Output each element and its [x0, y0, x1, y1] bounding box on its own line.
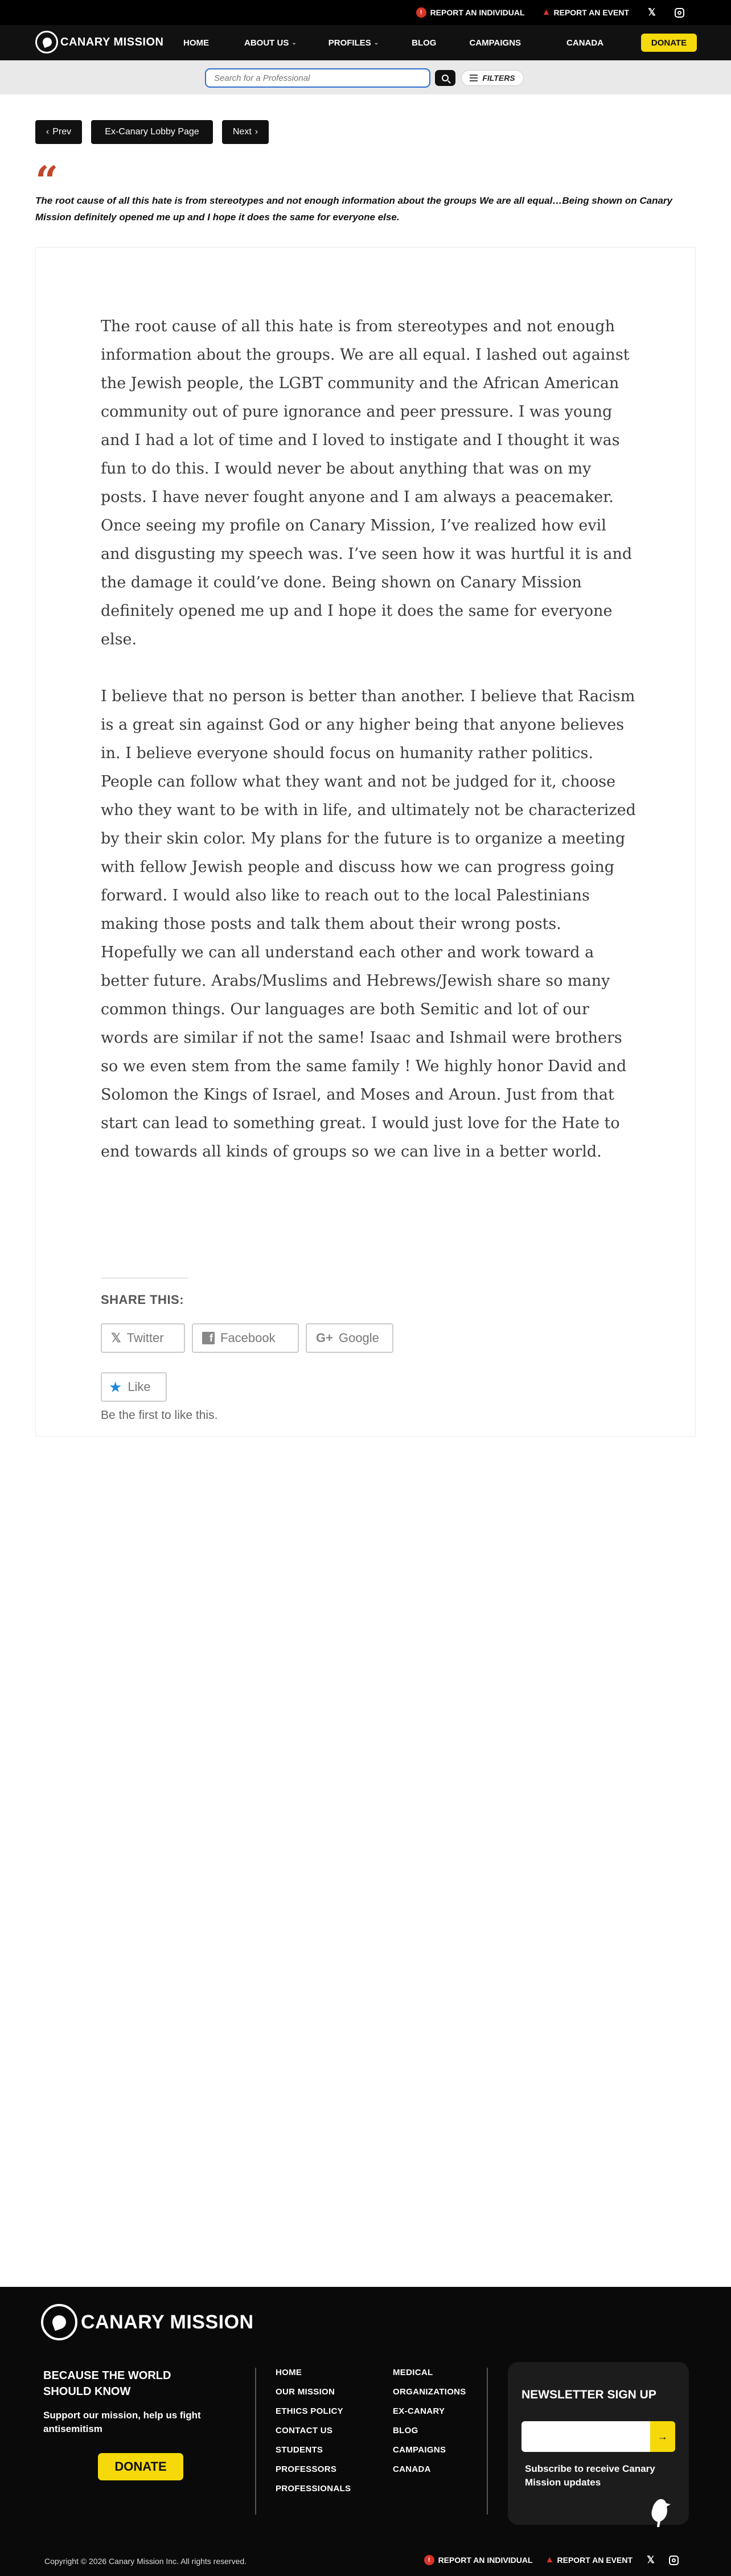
- share-buttons: [101, 1323, 393, 1353]
- footer-links-column: [276, 2368, 351, 2493]
- newsletter-title: NEWSLETTER SIGN UP: [521, 2388, 656, 2401]
- article-card: [35, 247, 696, 1437]
- footer-report-individual-link[interactable]: [424, 2555, 533, 2565]
- next-button[interactable]: [222, 120, 269, 144]
- like-button[interactable]: [101, 1372, 167, 1402]
- share-twitter-button[interactable]: [101, 1323, 185, 1353]
- canary-bird-icon: [648, 2497, 674, 2528]
- search-button[interactable]: [435, 70, 455, 86]
- footer-link-ex-canary[interactable]: EX-CANARY: [393, 2406, 445, 2416]
- flame-icon: ▲: [541, 7, 551, 17]
- arrow-right-icon: →: [658, 2430, 668, 2442]
- footer-link-medical[interactable]: MEDICAL: [393, 2368, 433, 2377]
- filters-button[interactable]: [461, 70, 524, 86]
- site-logo[interactable]: [35, 31, 163, 54]
- article-paragraph: I believe that no person is better than another. I believe that Racism is a great sin against God or any higher being that anyone believes in. I believe everyone should focus on humanity rather politics. People can follow what they want and not be judged for it, choose who they want to be with in life, and ultimately not be characterized by their skin color. My plans for the future is to organize a meeting with fellow Jewish people and discuss how we can progress going forward. I would also like to reach out to the local Palestinians making those posts and talk them about their wrong posts. Hopefully we can all understand each other and work toward a better future. Arabs/Muslims and Hebrews/Jewish share so many common things. Our languages are both Semitic and lot of our words are similar if not the same! Isaac and Ishmail were brothers so we even stem from the same family ! We highly honor David and Solomon the Kings of Israel, and Moses and Aroun. Just from that start can lead to something great. I would just love for the Hate to end towards all kinds of groups so we can live in a better world.: [101, 688, 636, 1161]
- chevron-down-icon: ⌄: [291, 39, 297, 46]
- report-event-link[interactable]: [542, 7, 630, 18]
- search-bar: [0, 60, 731, 94]
- prev-label: Prev: [52, 127, 72, 137]
- footer-link-professionals[interactable]: PROFESSIONALS: [276, 2484, 351, 2493]
- footer: [0, 2287, 731, 2576]
- share-facebook-button[interactable]: [192, 1323, 299, 1353]
- pager: [35, 120, 269, 144]
- next-label: Next: [232, 127, 252, 137]
- instagram-icon[interactable]: [675, 8, 684, 18]
- article-paragraph: The root cause of all this hate is from stereotypes and not enough information about the groups. We are all equal. I lashed out against the Jewish people, the LGBT community and the African American community out of pure ignorance and peer pressure. I was young and I had a lot of time and I loved to instigate and I thought it was fun to do this. I would never be about anything that was on my posts. I have never fought anyone and I am always a peacemaker. Once seeing my profile on Canary Mission, I’ve realized how evil and disgusting my speech was. I’ve seen how it was hurtful it is and the damage it could’ve done. Being shown on Canary Mission definitely opened me up and I hope it does the same for everyone else.: [101, 318, 633, 648]
- chevron-down-icon: ⌄: [373, 39, 379, 46]
- instagram-icon[interactable]: [669, 2556, 679, 2565]
- quote-icon: “: [35, 157, 59, 204]
- report-event-label: REPORT AN EVENT: [553, 8, 629, 17]
- nav-canada[interactable]: CANADA: [566, 38, 604, 48]
- footer-link-canada[interactable]: CANADA: [393, 2464, 431, 2474]
- nav-home[interactable]: HOME: [183, 38, 209, 48]
- footer-divider: [255, 2368, 256, 2515]
- chevron-left-icon: ‹: [46, 127, 50, 137]
- share-google-label: Google: [338, 1331, 379, 1345]
- nav-profiles-label: PROFILES: [328, 38, 371, 48]
- footer-report-individual-label: REPORT AN INDIVIDUAL: [438, 2556, 533, 2565]
- footer-link-campaigns[interactable]: CAMPAIGNS: [393, 2445, 446, 2455]
- footer-support-text: Support our mission, help us fight antisemitism: [43, 2410, 201, 2434]
- nav-campaigns[interactable]: CAMPAIGNS: [469, 38, 521, 48]
- footer-link-professors[interactable]: PROFESSORS: [276, 2464, 337, 2474]
- share-google-button[interactable]: [306, 1323, 393, 1353]
- report-individual-link[interactable]: [416, 7, 525, 18]
- footer-utility-links: [424, 2554, 679, 2566]
- flame-icon: ▲: [545, 2555, 555, 2565]
- logo-text: CANARY MISSION: [60, 35, 164, 48]
- nav-menu: [183, 25, 603, 60]
- canary-logo-icon: [35, 31, 58, 54]
- footer-bottom-bar: [0, 2546, 731, 2576]
- footer-link-home[interactable]: HOME: [276, 2368, 302, 2377]
- footer-link-blog[interactable]: BLOG: [393, 2426, 418, 2435]
- facebook-icon: f: [202, 1332, 215, 1344]
- like-note: Be the first to like this.: [101, 1409, 218, 1422]
- footer-logo[interactable]: [41, 2304, 254, 2340]
- nav-about-label: ABOUT US: [244, 38, 289, 48]
- footer-link-organizations[interactable]: ORGANIZATIONS: [393, 2387, 466, 2397]
- footer-logo-text: CANARY MISSION: [81, 2311, 254, 2333]
- share-facebook-label: Facebook: [220, 1331, 276, 1345]
- search-icon: [442, 75, 449, 81]
- copyright: Copyright © 2026 Canary Mission Inc. All rights reserved.: [44, 2557, 247, 2566]
- donate-button[interactable]: DONATE: [641, 34, 697, 52]
- main-nav: [0, 25, 731, 60]
- x-icon[interactable]: 𝕏: [647, 2554, 655, 2565]
- article-body: [101, 312, 636, 1195]
- quote-summary: The root cause of all this hate is from stereotypes and not enough information about the groups We are all equal…Being shown on Canary Mission definitely opened me up and I hope it does the same for everyone else.: [35, 195, 672, 223]
- google-plus-icon: G+: [316, 1331, 333, 1345]
- lobby-button[interactable]: Ex-Canary Lobby Page: [91, 120, 213, 144]
- newsletter-submit-button[interactable]: [650, 2421, 675, 2452]
- nav-about-us[interactable]: [244, 38, 297, 48]
- footer-link-ethics-policy[interactable]: ETHICS POLICY: [276, 2406, 343, 2416]
- footer-report-event-link[interactable]: [545, 2555, 633, 2565]
- footer-donate-button[interactable]: DONATE: [98, 2453, 183, 2480]
- utility-bar: [0, 0, 731, 25]
- share-title: SHARE THIS:: [101, 1293, 184, 1307]
- search-input[interactable]: [205, 68, 430, 88]
- footer-link-our-mission[interactable]: OUR MISSION: [276, 2387, 335, 2397]
- footer-link-contact-us[interactable]: CONTACT US: [276, 2426, 333, 2435]
- footer-link-students[interactable]: STUDENTS: [276, 2445, 323, 2455]
- footer-divider: [487, 2368, 488, 2515]
- x-icon: 𝕏: [111, 1331, 121, 1345]
- footer-report-event-label: REPORT AN EVENT: [557, 2556, 633, 2565]
- star-icon: ★: [109, 1378, 122, 1396]
- filters-label: FILTERS: [482, 73, 515, 83]
- footer-tagline: BECAUSE THE WORLD SHOULD KNOW: [43, 2369, 171, 2398]
- newsletter-email-input[interactable]: [521, 2421, 650, 2452]
- x-icon[interactable]: 𝕏: [648, 7, 656, 18]
- alert-icon: !: [424, 2555, 434, 2565]
- footer-links-column: [393, 2368, 466, 2474]
- share-twitter-label: Twitter: [126, 1331, 164, 1345]
- alert-icon: !: [416, 7, 426, 18]
- filter-icon: [470, 75, 478, 81]
- report-individual-label: REPORT AN INDIVIDUAL: [430, 8, 525, 17]
- nav-profiles[interactable]: [328, 38, 379, 48]
- nav-blog[interactable]: BLOG: [412, 38, 437, 48]
- canary-logo-icon: [41, 2304, 77, 2340]
- newsletter-text: Subscribe to receive Canary Mission updates: [525, 2463, 655, 2488]
- prev-button[interactable]: [35, 120, 82, 144]
- like-label: Like: [128, 1380, 151, 1394]
- chevron-right-icon: ›: [254, 127, 258, 137]
